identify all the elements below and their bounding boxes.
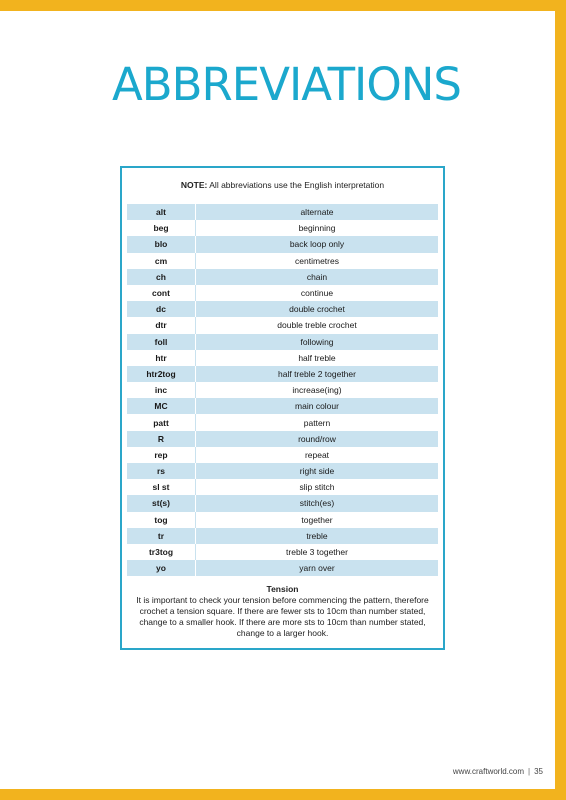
meaning-cell: treble 3 together	[196, 544, 439, 560]
table-row	[127, 285, 438, 301]
abbreviation-cell: foll	[127, 334, 196, 350]
meaning-cell: slip stitch	[196, 479, 439, 495]
table-row	[127, 366, 438, 382]
tension-section	[128, 584, 437, 639]
abbreviation-cell: alt	[127, 204, 196, 220]
meaning-cell: treble	[196, 528, 439, 544]
abbreviation-cell: sl st	[127, 479, 196, 495]
table-row	[127, 463, 438, 479]
abbreviation-cell: cont	[127, 285, 196, 301]
meaning-cell: beginning	[196, 220, 439, 236]
table-row	[127, 253, 438, 269]
table-row	[127, 382, 438, 398]
abbreviation-cell: blo	[127, 236, 196, 252]
page-footer	[453, 767, 543, 776]
meaning-cell: double treble crochet	[196, 317, 439, 333]
table-row	[127, 350, 438, 366]
table-row	[127, 544, 438, 560]
meaning-cell: round/row	[196, 431, 439, 447]
table-row	[127, 479, 438, 495]
abbreviation-cell: tog	[127, 512, 196, 528]
table-row	[127, 398, 438, 414]
abbreviation-cell: cm	[127, 253, 196, 269]
footer-separator: |	[528, 767, 531, 776]
frame-top-border	[0, 0, 566, 11]
table-row	[127, 220, 438, 236]
abbreviation-cell: dc	[127, 301, 196, 317]
meaning-cell: continue	[196, 285, 439, 301]
table-row	[127, 301, 438, 317]
meaning-cell: half treble 2 together	[196, 366, 439, 382]
table-row	[127, 431, 438, 447]
note	[122, 180, 443, 190]
note-label: NOTE:	[180, 180, 208, 190]
table-row	[127, 414, 438, 430]
table-row	[127, 528, 438, 544]
watermark: PassionForum.ru	[491, 782, 552, 791]
meaning-cell: chain	[196, 269, 439, 285]
abbreviation-cell: yo	[127, 560, 196, 576]
abbreviation-cell: htr	[127, 350, 196, 366]
frame-right-border	[555, 0, 566, 800]
meaning-cell: double crochet	[196, 301, 439, 317]
meaning-cell: increase(ing)	[196, 382, 439, 398]
abbreviation-cell: rs	[127, 463, 196, 479]
abbreviation-cell: tr3tog	[127, 544, 196, 560]
meaning-cell: alternate	[196, 204, 439, 220]
abbreviation-cell: dtr	[127, 317, 196, 333]
meaning-cell: pattern	[196, 414, 439, 430]
note-text: All abbreviations use the English interpretation	[209, 180, 385, 190]
meaning-cell: right side	[196, 463, 439, 479]
abbreviation-cell: R	[127, 431, 196, 447]
footer-website: www.craftworld.com	[452, 767, 525, 776]
abbreviation-cell: patt	[127, 414, 196, 430]
abbreviation-cell: st(s)	[127, 495, 196, 511]
table-row	[127, 447, 438, 463]
page-number: 35	[534, 767, 543, 776]
frame-bottom-border	[0, 789, 566, 800]
table-row	[127, 512, 438, 528]
abbreviation-cell: rep	[127, 447, 196, 463]
page-title: ABBREVIATIONS	[112, 58, 461, 111]
meaning-cell: repeat	[196, 447, 439, 463]
table-row	[127, 560, 438, 576]
meaning-cell: following	[196, 334, 439, 350]
table-row	[127, 204, 438, 220]
table-row	[127, 495, 438, 511]
abbreviation-cell: beg	[127, 220, 196, 236]
tension-heading: Tension	[266, 584, 299, 594]
abbreviation-cell: inc	[127, 382, 196, 398]
table-row	[127, 236, 438, 252]
abbreviation-cell: MC	[127, 398, 196, 414]
tension-text: It is important to check your tension before commencing the pattern, therefore crochet a tension square. If there are fewer sts to 10cm than number stated, change to a smaller hook. If there are more sts to 10cm than number stated, change to a larger hook.	[136, 595, 429, 638]
abbreviations-box	[120, 166, 445, 650]
table-row	[127, 334, 438, 350]
abbreviations-table	[127, 204, 438, 576]
abbreviation-cell: htr2tog	[127, 366, 196, 382]
meaning-cell: yarn over	[196, 560, 439, 576]
abbreviation-cell: ch	[127, 269, 196, 285]
meaning-cell: together	[196, 512, 439, 528]
abbreviations-table-body	[127, 204, 438, 576]
meaning-cell: stitch(es)	[196, 495, 439, 511]
table-row	[127, 317, 438, 333]
meaning-cell: half treble	[196, 350, 439, 366]
meaning-cell: centimetres	[196, 253, 439, 269]
meaning-cell: main colour	[196, 398, 439, 414]
abbreviation-cell: tr	[127, 528, 196, 544]
meaning-cell: back loop only	[196, 236, 439, 252]
table-row	[127, 269, 438, 285]
